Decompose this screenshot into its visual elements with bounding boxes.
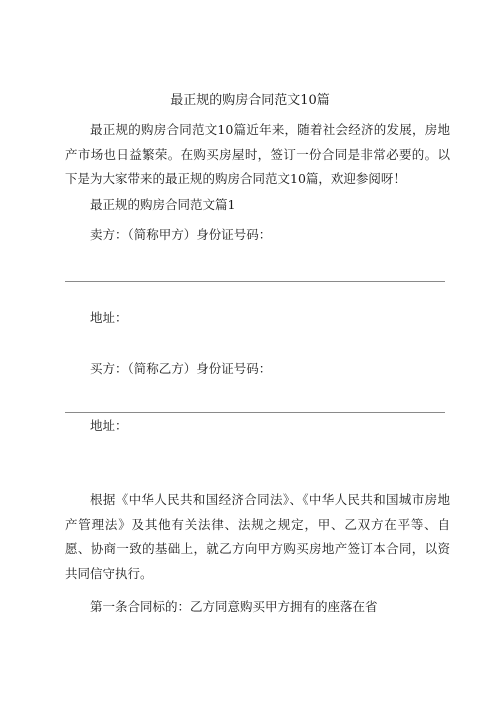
buyer-address-line: 地址： xyxy=(90,418,128,433)
seller-id-line: 卖方：（简称甲方）身份证号码： xyxy=(90,227,272,242)
legal-basis-paragraph: 根据《中华人民共和国经济合同法》、《中华人民共和国城市房地产管理法》及其他有关法律、法规之规定，甲、乙双方在平等、自愿、协商一致的基础上，就乙方向甲方购买房地产签订本合同，以资共同信守执行。 xyxy=(65,492,450,581)
document-title: 最正规的购房合同范文10篇 xyxy=(170,93,330,108)
section-heading: 最正规的购房合同范文篇1 xyxy=(90,197,236,212)
article-one-line: 第一条合同标的：乙方同意购买甲方拥有的座落在省 xyxy=(90,599,378,614)
seller-fill-in-rule xyxy=(65,281,445,282)
intro-paragraph: 最正规的购房合同范文10篇近年来，随着社会经济的发展，房地产市场也日益繁荣。在购买房屋时，签订一份合同是非常必要的。以下是为大家带来的最正规的购房合同范文10篇，欢迎参阅呀！ xyxy=(65,122,450,186)
buyer-fill-in-rule xyxy=(65,412,445,413)
seller-address-line: 地址： xyxy=(90,310,128,325)
buyer-id-line: 买方：（简称乙方）身份证号码： xyxy=(90,361,272,376)
